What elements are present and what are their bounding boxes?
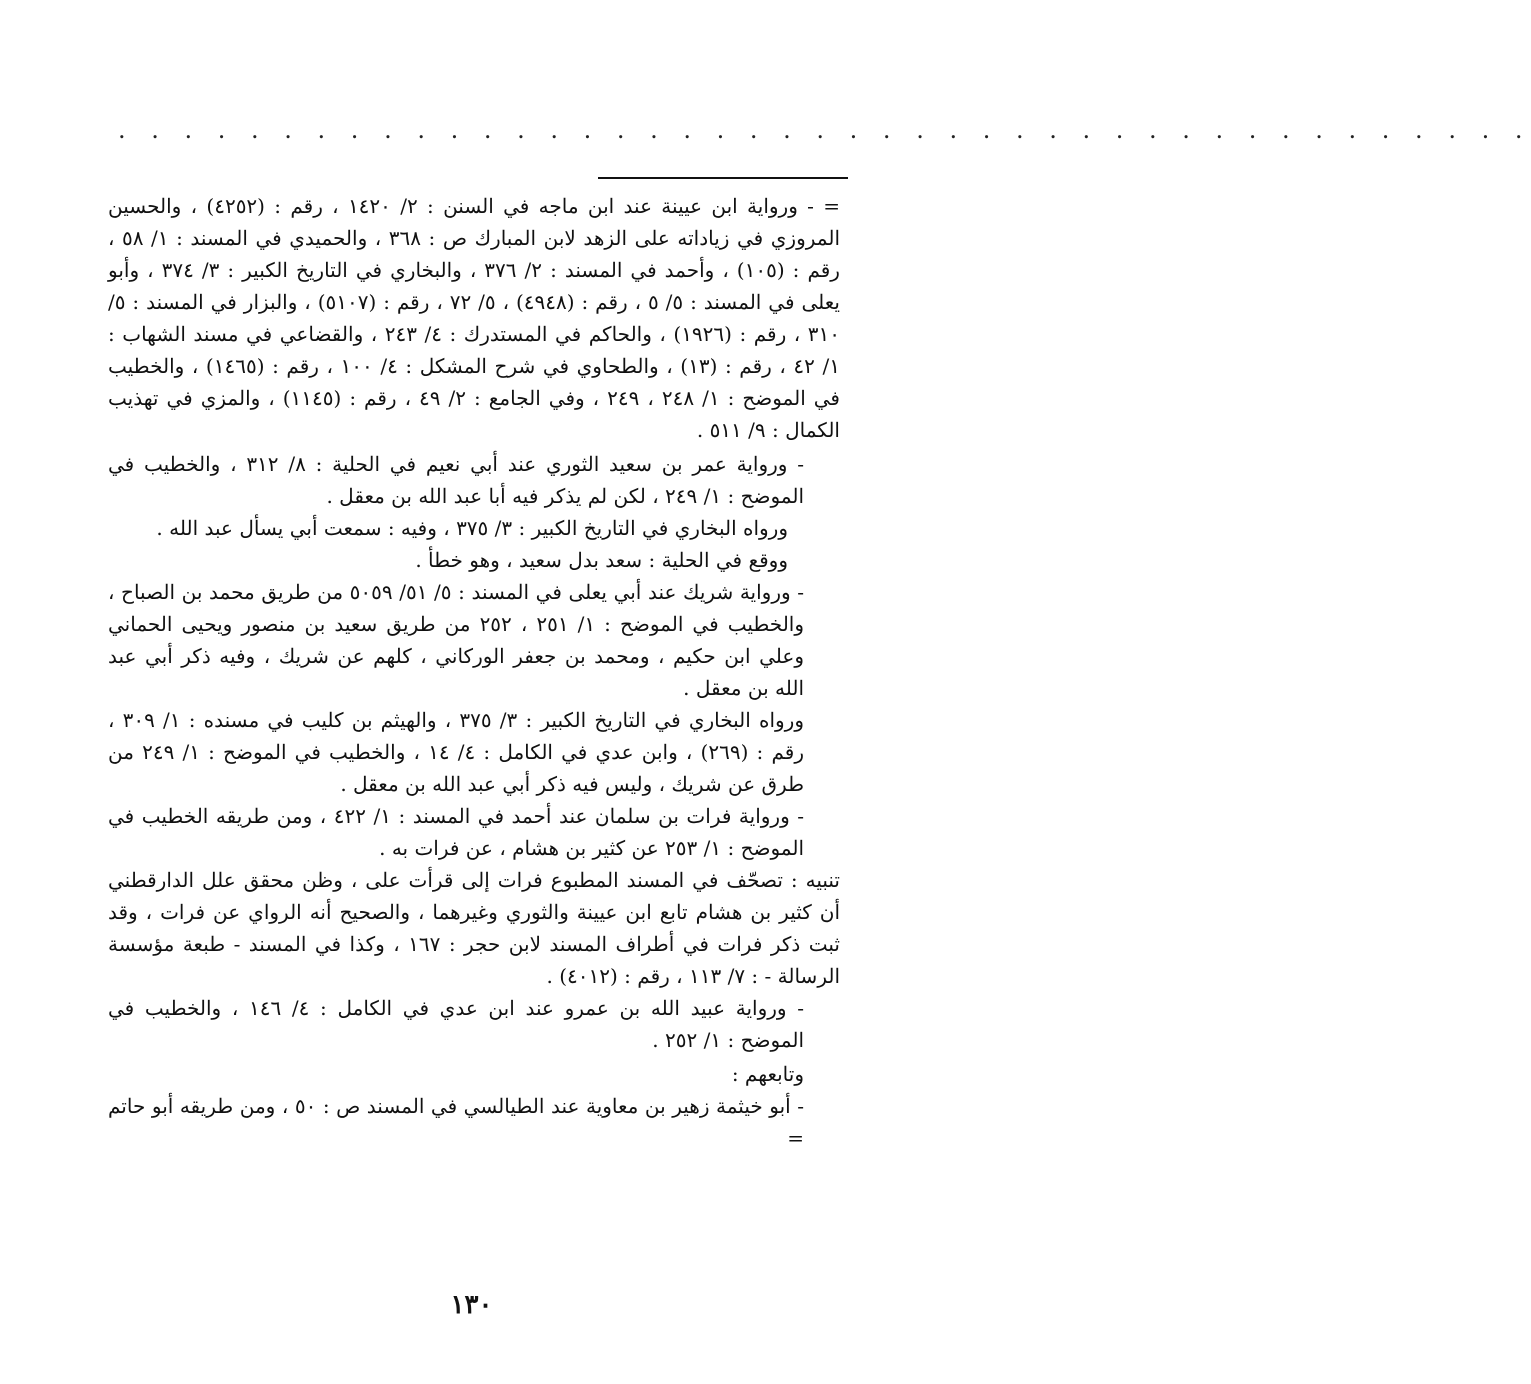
paragraph-ibn-uyayna: = - ورواية ابن عيينة عند ابن ماجه في السنن : ٢/ ١٤٢٠ ، رقم : (٤٢٥٢) ، والحسين المروزي في زياداته على الزهد لابن المبارك ص : ٣٦٨ ، والحميدي في المسند : ١/ ٥٨ ، رقم : (١٠٥) ، وأحمد في المسند : ٢/ ٣٧٦ ، والبخاري في التاريخ الكبير : ٣/ ٣٧٤ ، وأبو يعلى في المسند : ٥/ ٥ ، رقم : (٤٩٤٨) ، ٥/ ٧٢ ، رقم : (٥١٠٧) ، والبزار في المسند : ٥/ ٣١٠ ، رقم : (١٩٢٦) ، والحاكم في المستدرك : ٤/ ٢٤٣ ، والقضاعي في مسند الشهاب : ١/ ٤٢ ، رقم : (١٣) ، والطحاوي في شرح المشكل : ٤/ ١٠٠ ، رقم : (١٤٦٥) ، والخطيب في الموضح : ١/ ٢٤٨ ، ٢٤٩ ، وفي الجامع : ٢/ ٤٩ ، رقم : (١١٤٥) ، والمزي في تهذيب الكمال : ٩/ ٥١١ .: [108, 194, 840, 442]
dotted-separator: . . . . . . . . . . . . . . . . . . . . . . . . . . . . . . . . . . . . . . . . . . .: [118, 116, 1531, 144]
footnote-text: [108, 190, 840, 1154]
footnote-rule: [598, 177, 848, 179]
paragraph-sharik: - ورواية شريك عند أبي يعلى في المسند : ٥/ ٥١/ ٥٠٥٩ من طريق محمد بن الصباح ، والخطيب في الموضح : ١/ ٢٥١ ، ٢٥٢ من طريق سعيد بن منصور ويحيى الحماني وعلي ابن حكيم ، ومحمد بن جعفر الوركاني ، كلهم عن شريك ، وفيه ذكر أبي عبد الله بن معقل .: [108, 580, 805, 700]
paragraph-bukhari-2: ورواه البخاري في التاريخ الكبير : ٣/ ٣٧٥ ، والهيثم بن كليب في مسنده : ١/ ٣٠٩ ، رقم : (٢٦٩) ، وابن عدي في الكامل : ٤/ ١٤ ، والخطيب في الموضح : ١/ ٢٤٩ من طرق عن شريك ، وليس فيه ذكر أبي عبد الله بن معقل .: [108, 708, 805, 796]
paragraph-hilya-note: ووقع في الحلية : سعد بدل سعيد ، وهو خطأ .: [415, 548, 788, 572]
page-number: ١٣٠: [450, 1290, 493, 1320]
paragraph-bukhari-1: ورواه البخاري في التاريخ الكبير : ٣/ ٣٧٥ ، وفيه : سمعت أبي يسأل عبد الله .: [156, 516, 788, 540]
paragraph-ubaidullah: - ورواية عبيد الله بن عمرو عند ابن عدي في الكامل : ٤/ ١٤٦ ، والخطيب في الموضح : ١/ ٢٥٢ .: [108, 996, 804, 1052]
paragraph-umar-ibn-said: - ورواية عمر بن سعيد الثوري عند أبي نعيم في الحلية : ٨/ ٣١٢ ، والخطيب في الموضح : ١/ ٢٤٩ ، لكن لم يذكر فيه أبا عبد الله بن معقل .: [108, 452, 804, 508]
paragraph-furat: - ورواية فرات بن سلمان عند أحمد في المسند : ١/ ٤٢٢ ، ومن طريقه الخطيب في الموضح : ١/ ٢٥٣ عن كثير بن هشام ، عن فرات به .: [108, 804, 804, 860]
paragraph-tanbih: تنبيه : تصحّف في المسند المطبوع فرات إلى قرأت على ، وظن محقق علل الدارقطني أن كثير بن هشام تابع ابن عيينة والثوري وغيرهما ، والصحيح أنه الرواي عن فرات ، وقد ثبت ذكر فرات في أطراف المسند لابن حجر : ١٦٧ ، وكذا في المسند - طبعة مؤسسة الرسالة - : ٧/ ١١٣ ، رقم : (٤٠١٢) .: [108, 868, 840, 988]
paragraph-tabaahum: وتابعهم :: [731, 1062, 804, 1086]
paragraph-abu-khaythama: - أبو خيثمة زهير بن معاوية عند الطيالسي في المسند ص : ٥٠ ، ومن طريقه أبو حاتم =: [108, 1094, 804, 1150]
